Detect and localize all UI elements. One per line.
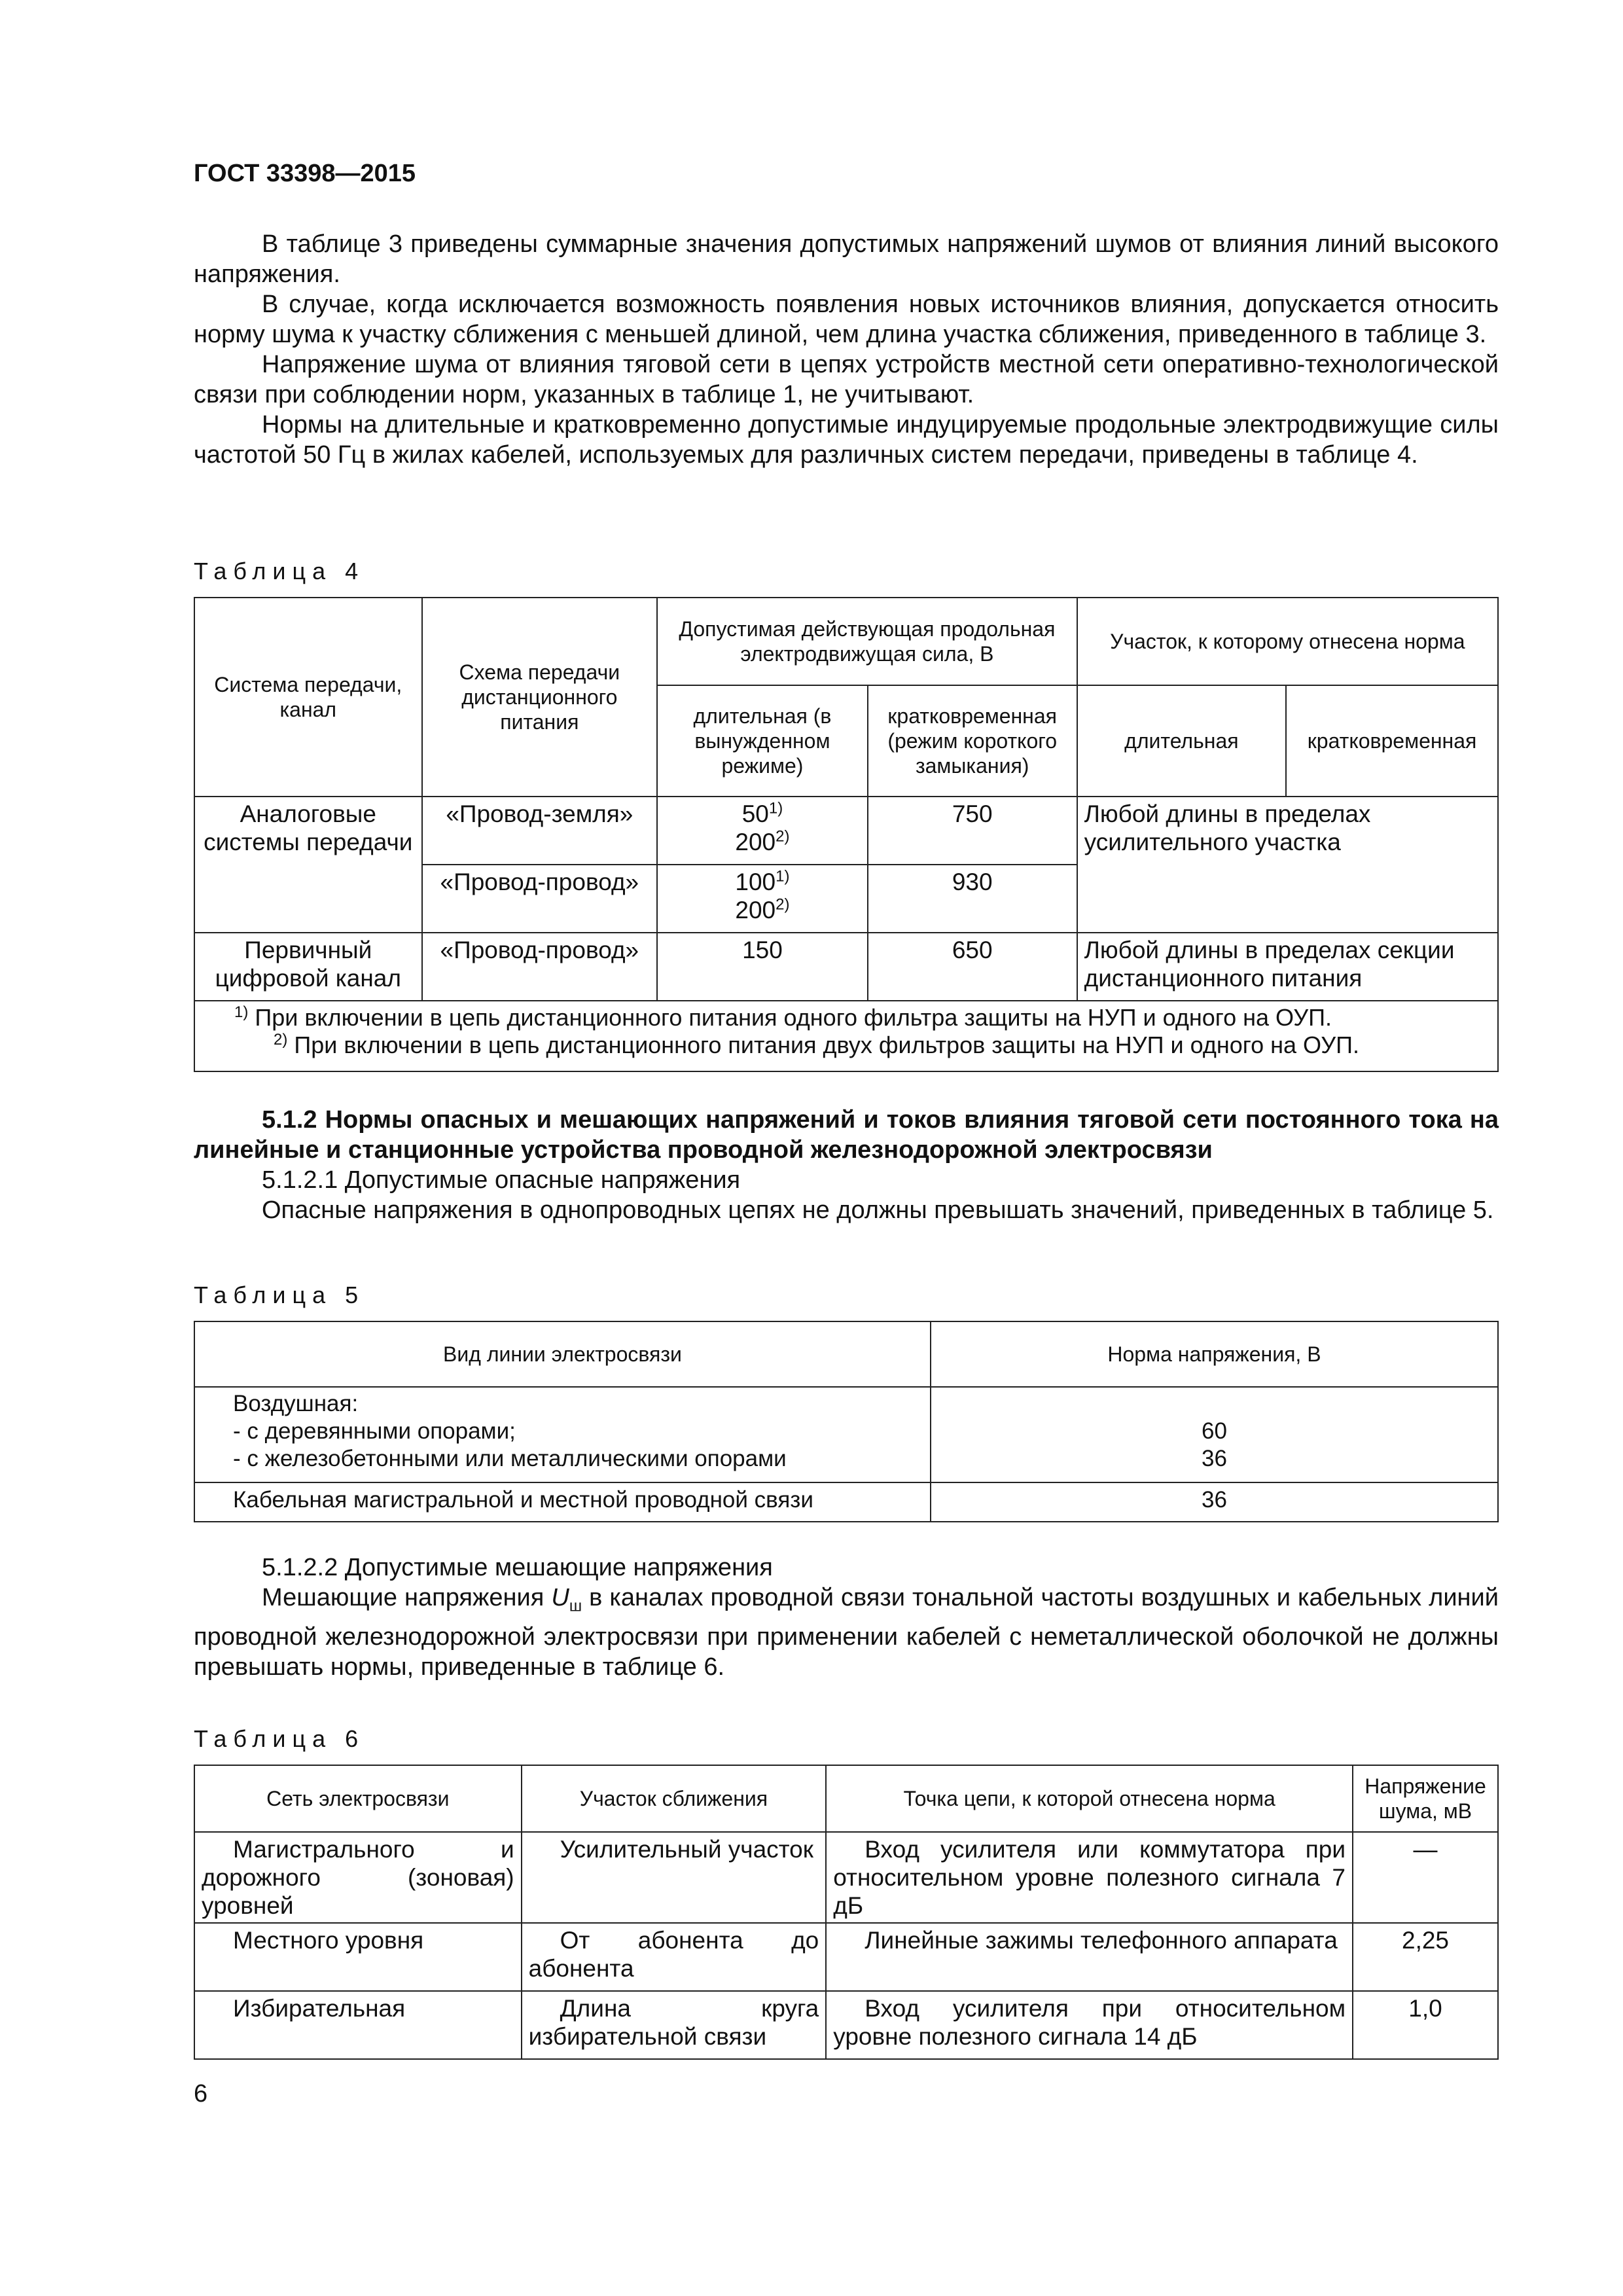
table6-r3-point: Вход усилителя при относительном уровне полезного сигнала 14 дБ xyxy=(826,1991,1353,2059)
table4-r1-section: Любой длины в пределах усилительного участка xyxy=(1077,797,1498,933)
footnote-ref: 2) xyxy=(776,895,790,914)
table4-r3-short: 650 xyxy=(868,933,1077,1001)
table4-header-scheme: Схема передачи дистанционного питания xyxy=(422,598,658,797)
table6-r1-section: Усилительный участок xyxy=(522,1832,827,1923)
footnote-1: При включении в цепь дистанционного питания одного фильтра защиты на НУП и одного на ОУП. xyxy=(255,1004,1332,1031)
table4-notes-row xyxy=(194,1001,1498,1071)
table4-r1-long xyxy=(657,797,868,865)
table4-r3-long: 150 xyxy=(657,933,868,1001)
table6-header-section: Участок сближения xyxy=(522,1765,827,1832)
table4-r1-short: 750 xyxy=(868,797,1077,865)
subsection-5-1-2-2-title: 5.1.2.2 Допустимые мешающие напряжения xyxy=(262,1554,773,1581)
table4-header-section-short: кратковременная xyxy=(1286,685,1498,797)
table5-header-type: Вид линии электросвязи xyxy=(194,1321,931,1387)
u-symbol: U xyxy=(551,1584,569,1611)
u-subscript: ш xyxy=(569,1597,582,1615)
table-row xyxy=(194,797,1498,865)
table5-r1-label: Воздушная: xyxy=(233,1391,359,1416)
document-header: ГОСТ 33398—2015 xyxy=(194,160,416,187)
table4-r2-long xyxy=(657,865,868,933)
table-row xyxy=(194,1482,1498,1522)
table4-r3-system: Первичный цифровой канал xyxy=(194,933,422,1001)
table4-header-emf-long: длительная (в вынужденном режиме) xyxy=(657,685,868,797)
value: 200 xyxy=(735,829,776,855)
table5-r2-value: 36 xyxy=(931,1482,1498,1522)
footnote-ref: 1) xyxy=(768,799,783,817)
para-text: Мешающие напряжения xyxy=(262,1584,552,1611)
table4-notes xyxy=(194,1001,1498,1071)
table4-header-section-long: длительная xyxy=(1077,685,1287,797)
table5-r1-b-value: 36 xyxy=(1201,1446,1227,1471)
intro-paragraph-4: Нормы на длительные и кратковременно допустимые индуцируемые продольные электродвижущие силы частотой 50 Гц в жилах кабелей, используемых для различных систем передачи, приведены в таблице 4. xyxy=(194,411,1499,469)
section-5-1-2-text xyxy=(194,1165,1499,1225)
table5-r1-type xyxy=(194,1387,931,1482)
subsection-5-1-2-1-title: 5.1.2.1 Допустимые опасные напряжения xyxy=(262,1166,741,1194)
table6-header-noise: Напряжение шума, мВ xyxy=(1353,1765,1498,1832)
page-number: 6 xyxy=(194,2080,208,2108)
table-row xyxy=(194,1387,1498,1482)
table4-header-emf: Допустимая действующая продольная электродвижущая сила, В xyxy=(657,598,1077,685)
table5-r1-a-value: 60 xyxy=(1201,1418,1227,1444)
intro-paragraph-1: В таблице 3 приведены суммарные значения допустимых напряжений шумов от влияния линий высокого напряжения. xyxy=(194,230,1499,288)
footnote-mark: 2) xyxy=(274,1031,288,1049)
table6-header-net: Сеть электросвязи xyxy=(194,1765,522,1832)
table-row xyxy=(194,1923,1498,1991)
table5-r1-b: - с железобетонными или металлическими опорами xyxy=(233,1446,787,1471)
footnote-mark: 1) xyxy=(234,1003,249,1021)
table4-r1-scheme: «Провод-земля» xyxy=(422,797,658,865)
footnote-ref: 1) xyxy=(776,867,790,886)
table6-header-point: Точка цепи, к которой отнесена норма xyxy=(826,1765,1353,1832)
para-text: в каналах проводной связи тональной частоты воздушных и кабельных линий проводной железнодорожной электросвязи при применении кабелей с неметаллической оболочкой не должны превышать нормы, приведенные в таблице 6. xyxy=(194,1584,1499,1681)
footnote-ref: 2) xyxy=(776,827,790,846)
table5-caption: Таблица 5 xyxy=(194,1282,365,1308)
table4-r1-system: Аналоговые системы передачи xyxy=(194,797,422,933)
table4 xyxy=(194,597,1499,1072)
table6-r3-net: Избирательная xyxy=(194,1991,522,2059)
table5-r1-values xyxy=(931,1387,1498,1482)
value: 200 xyxy=(735,897,776,924)
section-5-1-2-paragraph: Опасные напряжения в однопроводных цепях не должны превышать значений, приведенных в таблице 5. xyxy=(262,1196,1494,1224)
table4-r2-short: 930 xyxy=(868,865,1077,933)
intro-text xyxy=(194,229,1499,470)
value: 100 xyxy=(735,869,776,895)
table5 xyxy=(194,1321,1499,1522)
intro-paragraph-3: Напряжение шума от влияния тяговой сети в цепях устройств местной сети оперативно-технологической связи при соблюдении норм, указанных в таблице 1, не учитывают. xyxy=(194,351,1499,408)
table6-r1-net: Магистрального и дорожного (зоновая) уровней xyxy=(194,1832,522,1923)
table6-r2-noise: 2,25 xyxy=(1353,1923,1498,1991)
intro-paragraph-2: В случае, когда исключается возможность появления новых источников влияния, допускается относить норму шума к участку сближения с меньшей длиной, чем длина участка сближения, приведенного в таблице 3. xyxy=(194,291,1499,348)
table6-r2-point: Линейные зажимы телефонного аппарата xyxy=(826,1923,1353,1991)
table6-r2-net: Местного уровня xyxy=(194,1923,522,1991)
table6 xyxy=(194,1765,1499,2060)
section-5-1-2-title: 5.1.2 Нормы опасных и мешающих напряжений и токов влияния тяговой сети постоянного тока на линейные и станционные устройства проводной железнодорожной электросвязи xyxy=(194,1106,1499,1164)
table4-r2-scheme: «Провод-провод» xyxy=(422,865,658,933)
footnote-2: При включении в цепь дистанционного питания двух фильтров защиты на НУП и одного на ОУП. xyxy=(294,1031,1359,1058)
table5-r1-a: - с деревянными опорами; xyxy=(233,1418,516,1444)
table6-caption: Таблица 6 xyxy=(194,1725,365,1752)
table-row xyxy=(194,933,1498,1001)
table4-header-section: Участок, к которому отнесена норма xyxy=(1077,598,1498,685)
table4-r3-section: Любой длины в пределах секции дистанционного питания xyxy=(1077,933,1498,1001)
table6-r1-point: Вход усилителя или коммутатора при относительном уровне полезного сигнала 7 дБ xyxy=(826,1832,1353,1923)
table6-r3-section: Длина круга избирательной связи xyxy=(522,1991,827,2059)
value: 50 xyxy=(741,800,769,827)
section-5-1-2-2-paragraph xyxy=(194,1583,1499,1682)
table4-header-emf-short: кратковременная (режим короткого замыкания) xyxy=(868,685,1077,797)
table5-r2-type: Кабельная магистральной и местной проводной связи xyxy=(194,1482,931,1522)
table4-r3-scheme: «Провод-провод» xyxy=(422,933,658,1001)
table4-header-system: Система передачи, канал xyxy=(194,598,422,797)
table5-header-norm: Норма напряжения, В xyxy=(931,1321,1498,1387)
table6-r3-noise: 1,0 xyxy=(1353,1991,1498,2059)
section-5-1-2-2-text xyxy=(194,1552,1499,1682)
table6-r2-section: От абонента до абонента xyxy=(522,1923,827,1991)
table4-caption: Таблица 4 xyxy=(194,558,365,584)
table6-r1-noise: — xyxy=(1353,1832,1498,1923)
table-row xyxy=(194,1832,1498,1923)
table-row xyxy=(194,1991,1498,2059)
